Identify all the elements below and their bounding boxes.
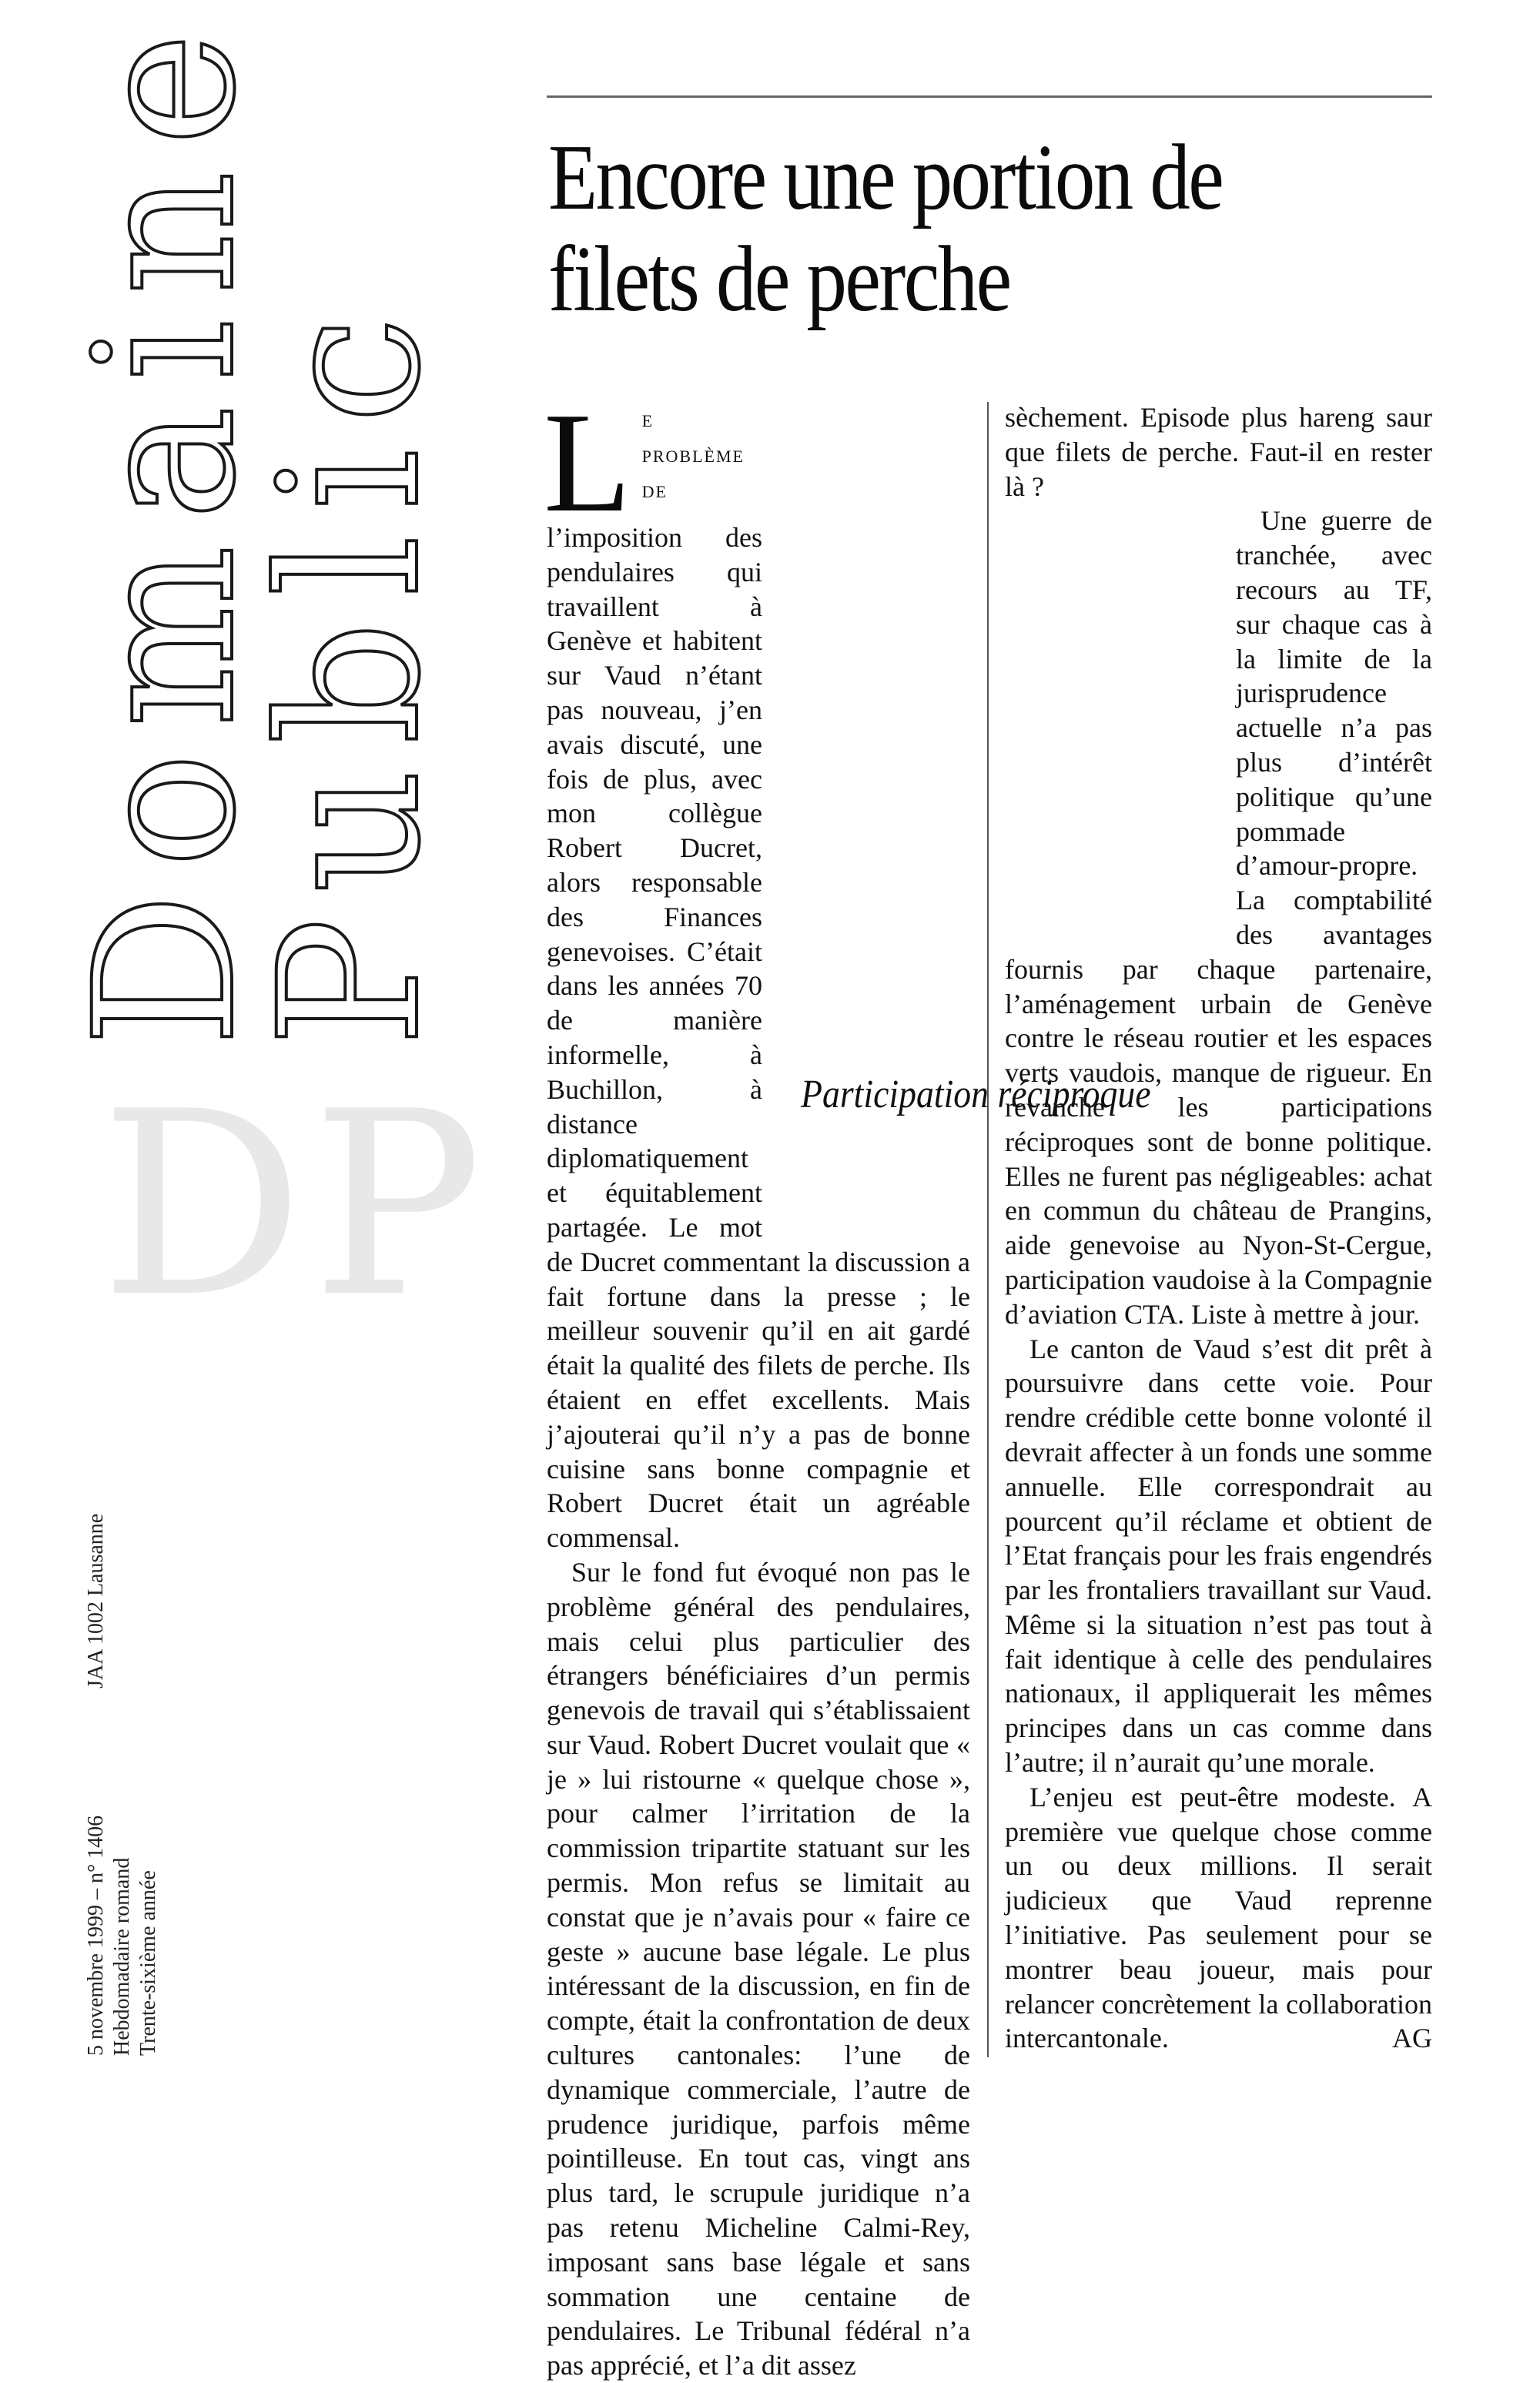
- article-title: Encore une portion de filets de perche: [548, 126, 1223, 331]
- author-signature: AG: [1392, 2023, 1432, 2054]
- issue-date: 5 novembre 1999 – n° 1406: [84, 1815, 108, 2056]
- paragraph-1: [544, 383, 970, 1555]
- pullquote-space-2: [1005, 792, 1236, 922]
- column-divider: [987, 402, 989, 2057]
- paragraph-2: Sur le fond fut évoqué non pas le problème général des pendulaires, mais celui plus particulier des étrangers bénéficiaires d’un permis genevois de travail qui s’établissaient sur Vaud. Robert Ducret voulait que « je » lui ristourne « quelque chose », pour calmer l’irritation de la commission tripartite statuant sur les permis. Mon refus se limitait au constat que je n’avais pour « faire ce geste » aucune base légale. Le plus intéressant de la discussion, en fin de compte, était la confrontation de deux cultures cantonales: l’une de dynamique commerciale, l’autre de prudence juridique, parfois même pointilleuse. En tout cas, vingt ans plus tard, le scrupule juridique n’a pas retenu Micheline Calmi-Rey, imposant sans base légale et sans sommation une centaine de pendulaires. Le Tribunal fédéral n’a pas apprécié, et l’a dit assez: [547, 1556, 970, 2381]
- issue-date-line: [83, 1514, 109, 2056]
- masthead-logo: [53, 8, 462, 1047]
- pull-quote: Participation réciproque: [801, 1073, 1151, 1116]
- dp-watermark: DP: [100, 1057, 490, 1353]
- year-line: Trente-sixième année: [136, 1870, 160, 2056]
- paragraph-5: Le canton de Vaud s’est dit prêt à poursuivre dans cette voie. Pour rendre crédible cette bonne volonté il devrait affecter à un fonds une somme annuelle. Elle correspondrait au pourcent qu’il réclame et obtient de l’Etat français pour les frais engendrés par les frontaliers travaillant sur Vaud. Même si la situation n’est pas tout à fait identique à celle des pendulaires nationaux, il appliquerait les mêmes principes dans un cas comme dans l’autre; il n’aurait qu’une morale.: [1005, 1333, 1432, 1779]
- masthead-public: Public: [238, 291, 462, 1047]
- publication-info: [83, 1514, 162, 2056]
- frequency-line: Hebdomadaire romand: [110, 1857, 134, 2056]
- paragraph-4: [1005, 504, 1432, 1331]
- jaa-line: JAA 1002 Lausanne: [84, 1513, 108, 1689]
- paragraph-3: sèchement. Episode plus hareng saur que filets de perche. Faut-il en rester là ?: [1005, 402, 1432, 502]
- paragraph-6: [1005, 1780, 1432, 2056]
- masthead-domaine: Domaine: [53, 8, 277, 1047]
- top-rule: [547, 95, 1432, 98]
- article-column-1: [544, 383, 970, 2381]
- lead-smallcaps: e problème de: [641, 404, 745, 503]
- paragraph-4-text: Une guerre de tranchée, avec recours au TF, sur chaque cas à la limite de la jurisprudence actuelle n’a pas plus d’intérêt politique qu’une pommade d’amour-propre. La comptabilité des avantages fournis par chaque partenaire, l’aménagement urbain de Genève contre le réseau routier et les espaces verts vaudois, manque de rigueur. En revanche les participations réciproques sont de bonne politique. Elles ne furent pas négligeables: achat en commun du château de Prangins, aide genevoise au Nyon-St-Cergue, participation vaudoise à la Compagnie d’aviation CTA. Liste à mettre à jour.: [1005, 505, 1432, 1330]
- paragraph-1-text: l’imposition des pendulaires qui travaillent à Genève et habitent sur Vaud n’étant pas nouveau, j’en avais discuté, une fois de plus, avec mon collègue Robert Ducret, alors responsable des Finances genevoises. C’était dans les années 70 de manière informelle, à Buchillon, à distance diplomatiquement et équitablement partagée. Le mot de Ducret commentant la discussion a fait fortune dans la presse ; le meilleur souvenir qu’il en ait gardé était la qualité des filets de perche. Ils étaient en effet excellents. Mais j’ajouterai qu’il n’y a pas de bonne cuisine sans bonne compagnie et Robert Ducret était un agréable commensal.: [547, 522, 970, 1554]
- article-column-2: [1005, 400, 1432, 2056]
- paragraph-6-text: L’enjeu est peut-être modeste. A première vue quelque chose comme un ou deux millions. Il serait judicieux que Vaud reprenne l’initiative. Pas seulement pour se montrer beau joueur, mais pour relancer concrètement la collaboration intercantonale.: [1005, 1781, 1432, 2054]
- drop-cap: L: [544, 383, 631, 542]
